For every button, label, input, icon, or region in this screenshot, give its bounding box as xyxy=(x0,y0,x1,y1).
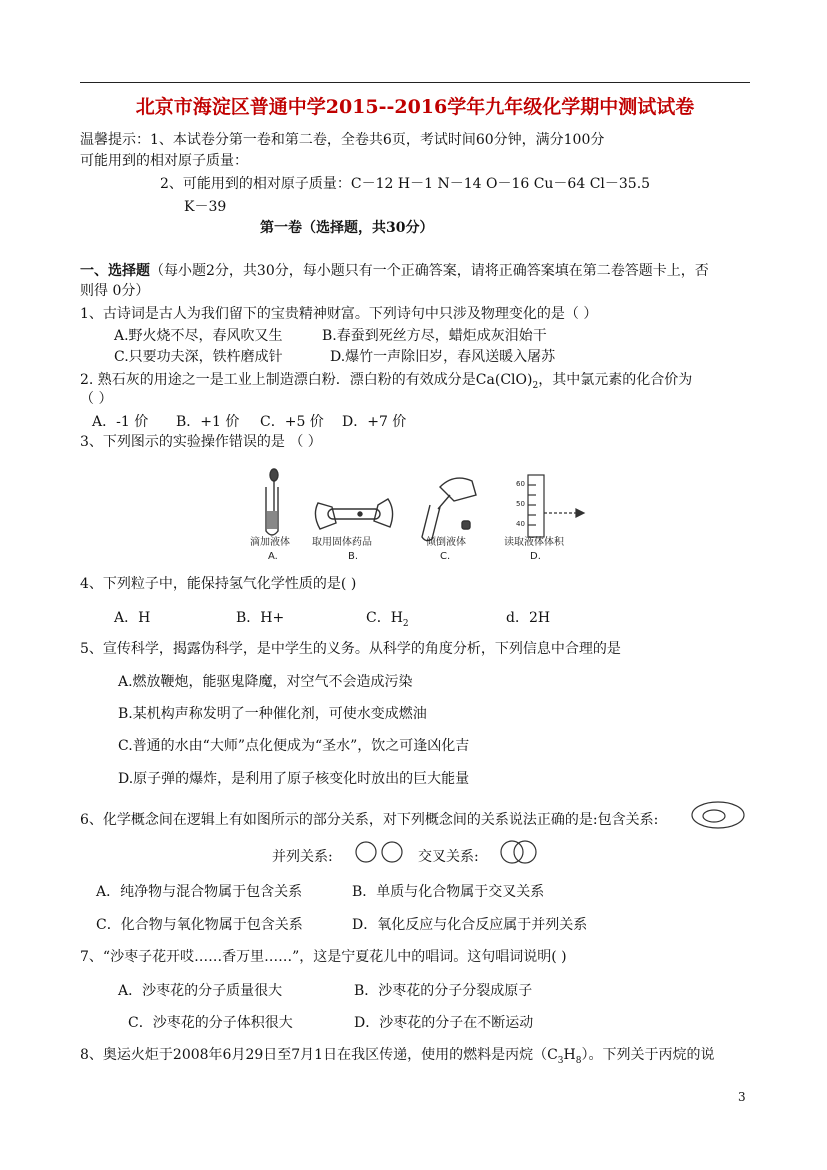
volume-title: 第一卷（选择题，共30分） xyxy=(260,220,434,236)
q7-option-b: B．沙枣花的分子分裂成原子 xyxy=(354,983,533,999)
q3-figures xyxy=(240,465,600,565)
q6-stem: 6、化学概念间在逻辑上有如图所示的部分关系，对下列概念间的关系说法正确的是:包含关系: xyxy=(80,812,659,828)
q2-option-a: A．-1 价 xyxy=(92,414,149,430)
q4-option-c xyxy=(366,609,409,633)
figure-b-hands-tube xyxy=(315,499,392,529)
figure-b-letter: B. xyxy=(348,551,359,562)
q5-option-c: C.普通的水由“大师”点化便成为“圣水”，饮之可逢凶化吉 xyxy=(118,738,470,754)
q8-sub-1: 3 xyxy=(557,1055,564,1066)
q4-option-b: B．H+ xyxy=(236,610,285,626)
q4-option-c-subscript: 2 xyxy=(402,618,409,629)
q2-option-d: D．+7 价 xyxy=(342,414,407,430)
tips-line-3: 2、可能用到的相对原子质量：C－12 H－1 N－14 O－16 Cu－64 Cl－35.5 xyxy=(160,176,651,192)
q2-option-b: B．+1 价 xyxy=(176,414,240,430)
section1-line-1 xyxy=(80,262,709,280)
figure-d-label: 读取液体体积 xyxy=(504,537,564,548)
q6-parallel-label: 并列关系: xyxy=(272,849,333,865)
figure-d-tick-60: 60 xyxy=(516,480,525,488)
figure-c-pouring xyxy=(422,478,476,541)
figure-d-tick-40: 40 xyxy=(516,520,525,528)
q2-stem xyxy=(80,371,692,395)
figure-d-tick-50: 50 xyxy=(516,500,525,508)
q1-option-c: C.只要功夫深，铁杵磨成针 xyxy=(114,349,283,365)
figure-c-letter: C. xyxy=(440,551,451,562)
q1-option-a: A.野火烧不尽，春风吹又生 xyxy=(114,328,283,344)
figure-b-label: 取用固体药品 xyxy=(312,537,372,548)
tips-line-4: K－39 xyxy=(184,199,227,215)
figure-a-dropper xyxy=(266,469,278,535)
containment-diagram xyxy=(690,800,746,830)
figure-d-cylinder xyxy=(528,475,584,537)
q4-stem: 4、下列粒子中，能保持氢气化学性质的是( ) xyxy=(80,576,357,592)
top-rule xyxy=(80,82,750,83)
q8-stem-mid: H xyxy=(563,1047,576,1063)
parallel-diagram xyxy=(352,839,408,865)
q5-option-a: A.燃放鞭炮，能驱鬼降魔，对空气不会造成污染 xyxy=(118,674,413,690)
q8-sub-2: 8 xyxy=(575,1055,582,1066)
tips-line-1: 温馨提示：1、本试卷分第一卷和第二卷，全卷共6页，考试时间60分钟，满分100分 xyxy=(80,132,605,148)
figure-d-letter: D. xyxy=(530,551,541,562)
q7-stem: 7、“沙枣子花开哎……香万里……”，这是宁夏花儿中的唱词。这句唱词说明( ) xyxy=(80,949,567,965)
q6-option-d: D．氧化反应与化合反应属于并列关系 xyxy=(352,917,588,933)
q2-option-c: C．+5 价 xyxy=(260,414,324,430)
section1-instructions: （每小题2分，共30分，每小题只有一个正确答案，请将正确答案填在第二卷答题卡上，否 xyxy=(150,263,709,279)
q5-option-b: B.某机构声称发明了一种催化剂，可使水变成燃油 xyxy=(118,706,427,722)
q1-stem: 1、古诗词是古人为我们留下的宝贵精神财富。下列诗句中只涉及物理变化的是（ ） xyxy=(80,306,598,322)
page-number: 3 xyxy=(738,1090,746,1104)
q6-option-b: B．单质与化合物属于交叉关系 xyxy=(352,884,545,900)
q4-option-c-text: C．H xyxy=(366,610,403,626)
q1-option-b: B.春蚕到死丝方尽，蜡炬成灰泪始干 xyxy=(322,328,547,344)
cross-diagram xyxy=(492,839,546,865)
section1-line-2: 则得 0分） xyxy=(80,283,150,299)
q2-stem-text: 2. 熟石灰的用途之一是工业上制造漂白粉．漂白粉的有效成分是Ca(ClO) xyxy=(80,372,533,388)
q5-stem: 5、宣传科学，揭露伪科学，是中学生的义务。从科学的角度分析，下列信息中合理的是 xyxy=(80,641,621,657)
q5-option-d: D.原子弹的爆炸，是利用了原子核变化时放出的巨大能量 xyxy=(118,771,470,787)
q8-stem-tail: ）。下列关于丙烷的说 xyxy=(581,1047,715,1063)
figure-a-label: 滴加液体 xyxy=(250,537,290,548)
q6-option-c: C．化合物与氧化物属于包含关系 xyxy=(96,917,303,933)
q1-option-d: D.爆竹一声除旧岁，春风送暖入屠苏 xyxy=(330,349,556,365)
q3-stem: 3、下列图示的实验操作错误的是 （ ） xyxy=(80,434,322,450)
q8-stem-text: 8、奥运火炬于2008年6月29日至7月1日在我区传递，使用的燃料是丙烷（C xyxy=(80,1047,558,1063)
q7-option-d: D．沙枣花的分子在不断运动 xyxy=(354,1015,534,1031)
q7-option-c: C．沙枣花的分子体积很大 xyxy=(128,1015,293,1031)
q4-option-d: d．2H xyxy=(506,610,551,626)
q7-option-a: A．沙枣花的分子质量很大 xyxy=(118,983,283,999)
figure-a-letter: A. xyxy=(268,551,278,562)
tips-line-2: 可能用到的相对原子质量： xyxy=(80,153,248,169)
q2-stem-tail: ，其中氯元素的化合价为 xyxy=(538,372,693,388)
section1-heading: 一、选择题 xyxy=(80,263,150,279)
q2-blank: （ ） xyxy=(80,391,113,407)
q8-stem xyxy=(80,1046,714,1070)
exam-title: 北京市海淀区普通中学2015--2016学年九年级化学期中测试试卷 xyxy=(135,96,695,118)
q2-stem-subscript: 2 xyxy=(532,380,539,391)
figure-c-label: 倾倒液体 xyxy=(426,537,466,548)
q6-cross-label: 交叉关系: xyxy=(418,849,479,865)
q4-option-a: A．H xyxy=(114,610,151,626)
q6-option-a: A．纯净物与混合物属于包含关系 xyxy=(96,884,303,900)
